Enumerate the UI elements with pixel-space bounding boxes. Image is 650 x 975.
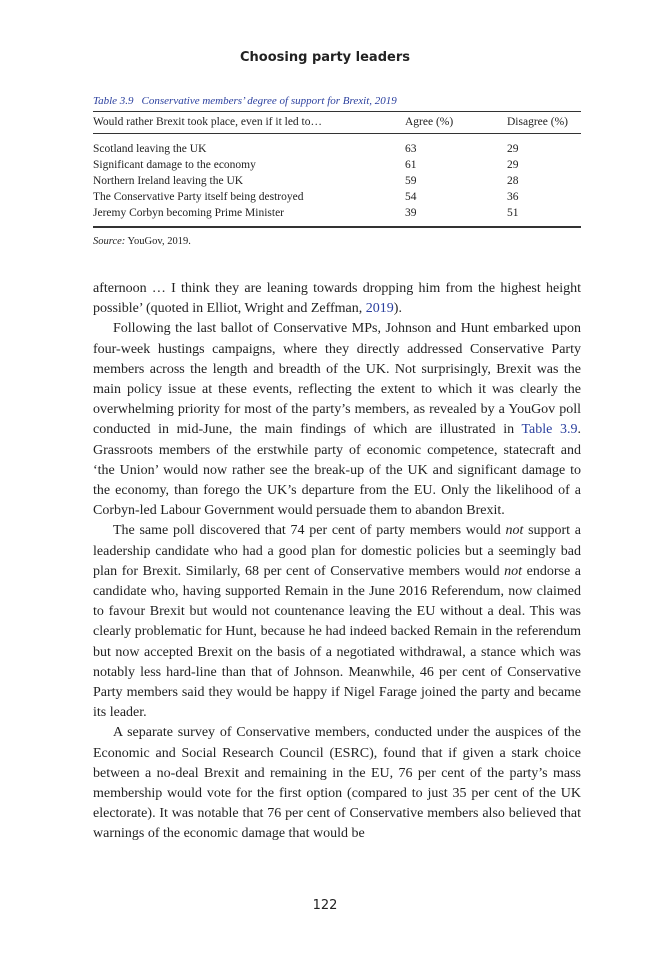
running-head: Choosing party leaders <box>240 50 410 65</box>
paragraph-text: A separate survey of Conservative members, conducted under the auspices of the Economic and Social Research Council (ESRC), found that if given a stark choice between a no-deal Brexit and remaining in the EU, 76 per cent of the party’s mass membership would vote for the first option (compared to just 35 per cent of the UK electorate). It was notable that 76 per cent of Conservative members also believed that warnings of the economic damage that would be <box>93 725 581 842</box>
citation-link[interactable]: 2019 <box>365 301 394 317</box>
table-cell: 54 <box>405 191 417 203</box>
table-row <box>93 134 581 159</box>
paragraph-text: endorse a candidate who, having supported Remain in the June 2016 Referendum, now claimed to favour Brexit but would not countenance leaving the EU without a deal. This was clearly problematic for Hunt, because he had indeed backed Remain in the referendum but now accepted Brexit on the basis of a negotiated withdrawal, a stance which was notably less hard-line than that of Johnson. Meanwhile, 46 per cent of Conservative Party members said they would be happy if Nigel Farage joined the party and became its leader. <box>93 563 581 721</box>
source-text: YouGov, 2019. <box>127 236 191 247</box>
table-row <box>93 174 581 190</box>
paragraph <box>93 319 581 521</box>
table-caption <box>93 95 581 107</box>
column-header: Agree (%) <box>405 116 454 128</box>
table-cell: 51 <box>507 207 519 219</box>
table-cell: 29 <box>507 159 519 171</box>
table-cell: 63 <box>405 143 417 155</box>
table-cell: Northern Ireland leaving the UK <box>93 175 244 187</box>
table-header-row <box>93 112 581 134</box>
paragraph-text: support a leadership candidate who had a good plan for domestic policies but a seemingly bad plan for Brexit. Similarly, 68 per cent of Conservative members would <box>93 523 582 579</box>
data-table <box>93 111 581 228</box>
body-text <box>93 279 581 845</box>
table-row <box>93 190 581 206</box>
table-cell: 29 <box>507 143 519 155</box>
data-table-block <box>93 95 581 247</box>
table-cell: The Conservative Party itself being destroyed <box>93 191 304 203</box>
table-cell: Significant damage to the economy <box>93 159 256 171</box>
table-row <box>93 158 581 174</box>
table-cell: 59 <box>405 175 417 187</box>
table-label: Table 3.9 <box>93 95 134 107</box>
page-number: 122 <box>312 898 338 913</box>
emphasis: not <box>504 563 523 579</box>
paragraph-text: afternoon … I think they are leaning towards dropping him from the highest height possible’ (quoted in Elliot, Wright and Zeffman, <box>93 281 581 317</box>
table-cell: 36 <box>507 191 519 203</box>
emphasis: not <box>505 523 524 539</box>
paragraph-text: Following the last ballot of Conservative MPs, Johnson and Hunt embarked upon four-week hustings campaigns, where they directly addressed Conservative Party members across the length and breadth of the UK. Not surprisingly, Brexit was the main policy issue at these events, reflecting the extent to which it was clearly the overwhelming priority for most of the party’s members, as revealed by a YouGov poll conducted in mid-June, the main findings of which are illustrated in <box>93 321 581 438</box>
column-header: Would rather Brexit took place, even if it led to… <box>93 116 323 128</box>
paragraph-text: The same poll discovered that 74 per cent of party members would <box>113 523 506 539</box>
table-row <box>93 206 581 227</box>
table-source <box>93 236 581 247</box>
table-cell: 61 <box>405 159 417 171</box>
table-reference-link[interactable]: Table 3.9 <box>521 422 578 438</box>
table-cell: 39 <box>405 207 417 219</box>
paragraph <box>93 723 581 844</box>
table-cell: 28 <box>507 175 519 187</box>
table-cell: Jeremy Corbyn becoming Prime Minister <box>93 207 284 219</box>
column-header: Disagree (%) <box>507 116 568 128</box>
paragraph <box>93 521 581 723</box>
source-label: Source: <box>93 236 126 247</box>
table-cell: Scotland leaving the UK <box>93 143 207 155</box>
table-title: Conservative members’ degree of support for Brexit, 2019 <box>141 95 397 107</box>
paragraph-text: ). <box>393 301 402 317</box>
paragraph <box>93 279 581 319</box>
paragraph-text: . Grassroots members of the erstwhile party of economic competence, statecraft and ‘the Union’ would now rather see the break-up of the UK and significant damage to the economy, than forego the UK’s departure from the EU. Only the likelihood of a Corbyn-led Labour Government would persuade them to abandon Brexit. <box>93 422 581 519</box>
